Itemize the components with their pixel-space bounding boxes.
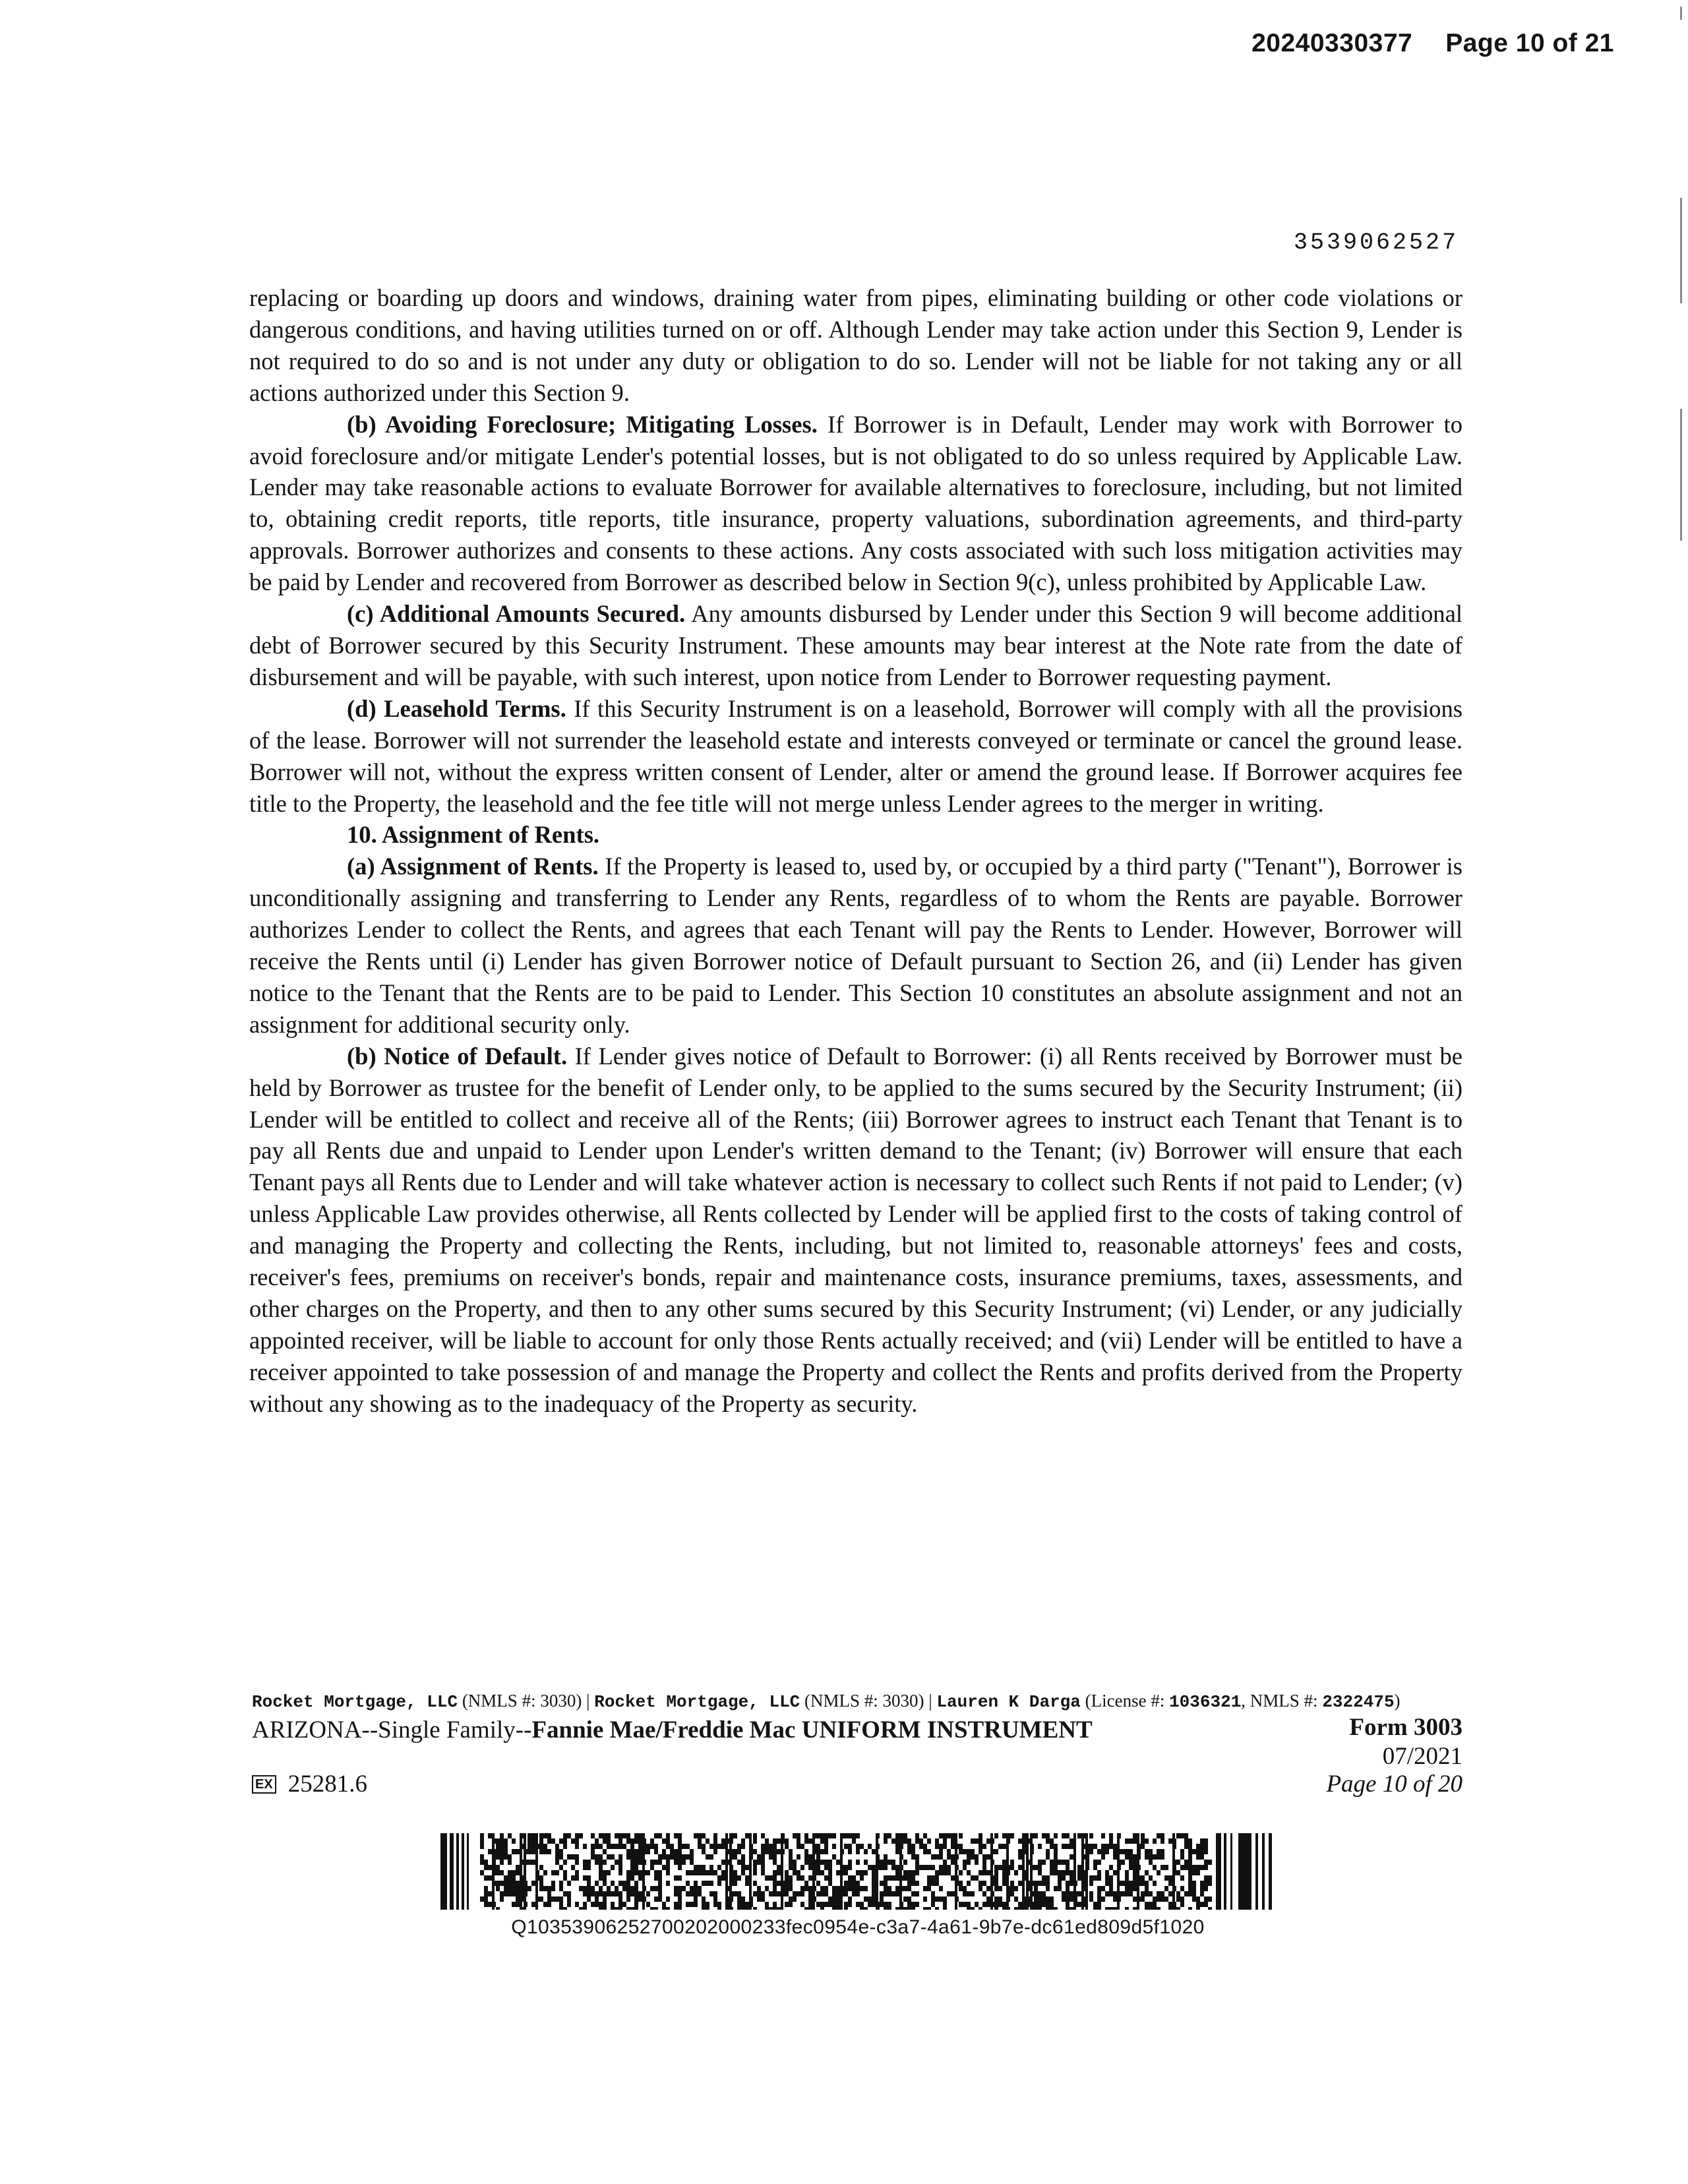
loan-number: 3539062527 <box>1294 229 1459 256</box>
officer-nmls-number: 2322475 <box>1322 1692 1395 1712</box>
text-leasehold-terms: If this Security Instrument is on a leasehold, Borrower will comply with all the provisions of the lease. Borrower will not surrender the leasehold estate and interests conveyed or terminate or cancel the ground lease. Borrower will not, without the express written consent of Lender, alter or amend the ground lease. If Borrower acquires fee title to the Property, the leasehold and the fee title will not merge unless Lender agrees to the merger in writing. <box>249 694 1462 817</box>
license-number: 1036321 <box>1169 1692 1242 1712</box>
recording-number: 20240330377 <box>1251 29 1413 57</box>
paragraph-assignment-of-rents <box>249 851 1462 1040</box>
close-paren: ) <box>1394 1691 1401 1711</box>
form-info <box>1349 1713 1462 1771</box>
paragraph-avoiding-foreclosure <box>249 409 1462 598</box>
heading-avoiding-foreclosure: (b) Avoiding Foreclosure; Mitigating Losses. <box>347 410 818 438</box>
scan-edge-mark <box>1680 409 1682 541</box>
uniform-instrument-title: Fannie Mae/Freddie Mac UNIFORM INSTRUMENT <box>531 1716 1093 1744</box>
license-label: (License #: <box>1080 1691 1170 1711</box>
title-separator: --Single Family-- <box>361 1716 532 1744</box>
state-name: ARIZONA <box>252 1716 362 1744</box>
document-footer <box>252 1689 1462 1799</box>
lender-nmls-2: (NMLS #: 3030) | <box>800 1691 937 1711</box>
lender-name-2: Rocket Mortgage, LLC <box>594 1692 800 1712</box>
originator-line <box>252 1689 1462 1713</box>
heading-leasehold-terms: (d) Leasehold Terms. <box>347 694 566 722</box>
paragraph-additional-amounts <box>249 598 1462 693</box>
document-body <box>249 282 1462 1420</box>
ex-logo-icon: EX <box>252 1775 276 1794</box>
paragraph-leasehold-terms <box>249 693 1462 820</box>
text-additional-amounts: Any amounts disbursed by Lender under this Section 9 will become additional debt of Borrower secured by this Security Instrument. These amounts may bear interest at the Note rate from the date of disbursement and will be payable, with such interest, upon notice from Lender to Borrower requesting payment. <box>249 600 1462 690</box>
doc-code <box>252 1770 367 1798</box>
text-notice-of-default: If Lender gives notice of Default to Borrower: (i) all Rents received by Borrower must be held by Borrower as trustee for the benefit of Lender only, to be applied to the sums secured by the Security Instrument; (ii) Lender will be entitled to collect and receive all of the Rents; (iii) Borrower agrees to instruct each Tenant that Tenant is to pay all Rents due and unpaid to Lender upon Lender's written demand to the Tenant; (iv) Borrower will ensure that each Tenant pays all Rents due to Lender and will take whatever action is necessary to collect such Rents if not paid to Lender; (v) unless Applicable Law provides otherwise, all Rents collected by Lender will be applied first to the costs of taking control of and managing the Property and collecting the Rents, including, but not limited to, reasonable attorneys' fees and costs, receiver's fees, premiums on receiver's bonds, repair and maintenance costs, insurance premiums, taxes, assessments, and other charges on the Property, and then to any other sums secured by this Security Instrument; (vi) Lender, or any judicially appointed receiver, will be liable to account for only those Rents actually received; and (vii) Lender will be entitled to have a receiver appointed to take possession of and manage the Property and collect the Rents and profits derived from the Property without any showing as to the inadequacy of the Property as security. <box>249 1042 1462 1417</box>
scan-edge-mark <box>1680 198 1682 303</box>
paragraph-notice-of-default <box>249 1041 1462 1420</box>
paragraph-section-9a-continued: replacing or boarding up doors and windows, draining water from pipes, eliminating building or other code violations or dangerous conditions, and having utilities turned on or off. Although Lender may take action under this Section 9, Lender is not required to do so and is not under any duty or obligation to do so. Lender will not be liable for not taking any or all actions authorized under this Section 9. <box>249 284 1462 406</box>
doc-code-row <box>252 1770 1462 1799</box>
text-avoiding-foreclosure: If Borrower is in Default, Lender may work with Borrower to avoid foreclosure and/or mitigate Lender's potential losses, but is not obligated to do so unless required by Applicable Law. Lender may take reasonable actions to evaluate Borrower for available alternatives to foreclosure, including, but not limited to, obtaining credit reports, title reports, title insurance, property valuations, subordination agreements, and third-party approvals. Borrower authorizes and consents to these actions. Any costs associated with such loss mitigation activities may be paid by Lender and recovered from Borrower as described below in Section 9(c), unless prohibited by Applicable Law. <box>249 410 1462 596</box>
section-10-heading-line <box>249 819 1462 851</box>
form-page-number: Page 10 of 20 <box>1326 1771 1462 1798</box>
barcode-image <box>440 1833 1273 1910</box>
heading-notice-of-default: (b) Notice of Default. <box>347 1042 568 1070</box>
barcode-caption: Q10353906252700202000233fec0954e-c3a7-4a61-9b7e-dc61ed809d5f1020 <box>511 1916 1205 1938</box>
page-counter: Page 10 of 21 <box>1445 29 1614 57</box>
scan-edge-mark <box>1680 7 1682 20</box>
heading-additional-amounts: (c) Additional Amounts Secured. <box>347 600 686 628</box>
doc-code-number: 25281.6 <box>287 1771 367 1798</box>
recording-header <box>1251 29 1614 58</box>
form-number: Form 3003 <box>1349 1714 1462 1741</box>
lender-nmls: (NMLS #: 3030) | <box>458 1691 595 1711</box>
form-date: 07/2021 <box>1382 1743 1462 1770</box>
form-title-row <box>252 1713 1462 1771</box>
loan-officer-name: Lauren K Darga <box>936 1692 1081 1712</box>
section-10-heading: 10. Assignment of Rents. <box>347 821 600 849</box>
lender-name: Rocket Mortgage, LLC <box>252 1692 458 1712</box>
heading-assignment-of-rents: (a) Assignment of Rents. <box>347 853 599 880</box>
officer-nmls-label: , NMLS #: <box>1241 1691 1323 1711</box>
instrument-title <box>252 1716 1093 1745</box>
text-assignment-of-rents: If the Property is leased to, used by, or occupied by a third party ("Tenant"), Borrower is unconditionally assigning and transferring to Lender any Rents, regardless of to whom the Rents are payable. Borrower authorizes Lender to collect the Rents, and agrees that each Tenant will pay the Rents to Lender. However, Borrower will receive the Rents until (i) Lender has given Borrower notice of Default pursuant to Section 26, and (ii) Lender has given notice to the Tenant that the Rents are to be paid to Lender. This Section 10 constitutes an absolute assignment and not an assignment for additional security only. <box>249 853 1462 1038</box>
